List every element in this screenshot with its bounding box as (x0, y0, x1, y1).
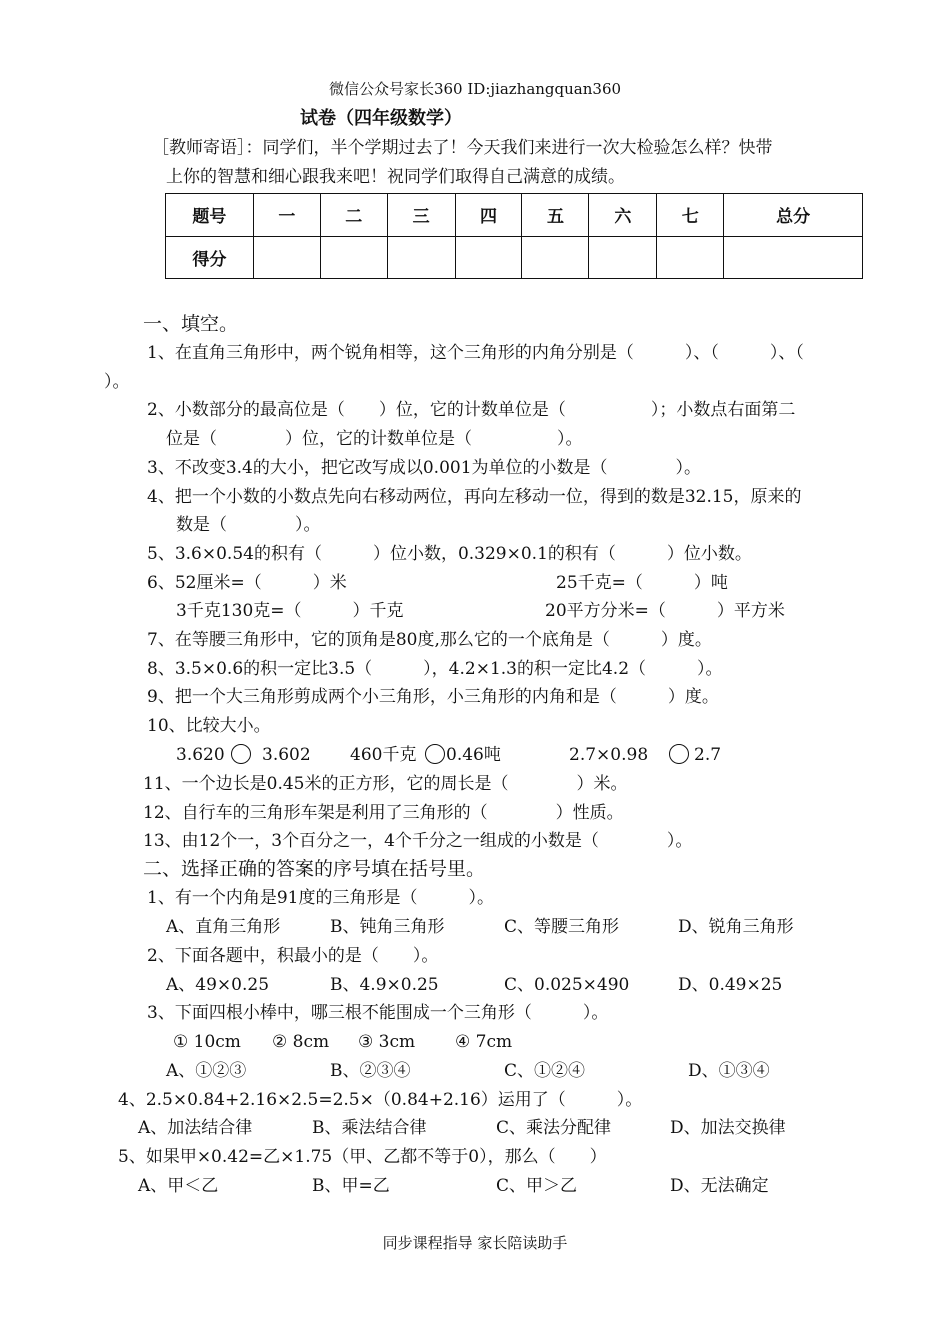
s2-q1: 1、有一个内角是91度的三角形是（ ）。 (147, 888, 494, 908)
s1-q6-a: 6、52厘米=（ ）米 (147, 573, 347, 593)
stick-4: ④ 7cm (455, 1032, 513, 1052)
s1-q6-c: 3千克130克=（ ）千克 (176, 601, 404, 621)
page-header: 微信公众号家长360 ID:jiazhangquan360 (328, 80, 622, 98)
s2-q4-option-c[interactable]: C、乘法分配律 (496, 1118, 612, 1138)
compare-c-left: 2.7×0.98 (569, 745, 649, 765)
s2-q4: 4、2.5×0.84+2.16×2.5=2.5×（0.84+2.16）运用了（ ）。 (118, 1090, 643, 1110)
s1-q13: 13、由12个一，3个百分之一，4个千分之一组成的小数是（ ）。 (143, 831, 693, 851)
s1-q6-b: 25千克=（ ）吨 (556, 573, 728, 593)
header-cell: 七 (657, 194, 724, 237)
s2-q3-option-c[interactable]: C、①②④ (504, 1061, 586, 1081)
compare-b-right: 0.46吨 (446, 745, 501, 765)
stick-3: ③ 3cm (358, 1032, 416, 1052)
s1-q2-line2: 位是（ ）位，它的计数单位是（ ）。 (166, 429, 583, 449)
header-cell: 五 (522, 194, 589, 237)
stick-1: ① 10cm (173, 1032, 241, 1052)
s2-q5-option-d[interactable]: D、无法确定 (670, 1176, 769, 1196)
s1-q6-d: 20平方分米=（ ）平方米 (545, 601, 785, 621)
score-table-score-row (166, 236, 863, 279)
s2-q1-option-c[interactable]: C、等腰三角形 (504, 917, 620, 937)
score-cell[interactable] (455, 236, 522, 279)
s1-q10: 10、比较大小。 (147, 716, 271, 736)
s2-q2-option-a[interactable]: A、49×0.25 (166, 975, 270, 995)
s2-q1-option-b[interactable]: B、钝角三角形 (330, 917, 445, 937)
teacher-message-line1: ［教师寄语］：同学们，半个学期过去了！今天我们来进行一次大检验怎么样？快带 (152, 138, 773, 158)
score-table-header-row (166, 194, 863, 237)
score-cell[interactable] (320, 236, 387, 279)
s2-q5-option-a[interactable]: A、甲＜乙 (138, 1176, 219, 1196)
score-cell[interactable] (253, 236, 320, 279)
s2-q2-option-b[interactable]: B、4.9×0.25 (330, 975, 439, 995)
s1-q2-line1: 2、小数部分的最高位是（ ）位，它的计数单位是（ ）；小数点右面第二 (147, 400, 796, 420)
s1-q4-line1: 4、把一个小数的小数点先向右移动两位，再向左移动一位，得到的数是32.15，原来的 (147, 487, 802, 507)
s2-q5: 5、如果甲×0.42=乙×1.75（甲、乙都不等于0），那么（ ） (118, 1147, 607, 1167)
s2-q2-option-c[interactable]: C、0.025×490 (504, 975, 630, 995)
section1-title: 一、填空。 (143, 313, 239, 335)
s2-q2-option-d[interactable]: D、0.49×25 (678, 975, 783, 995)
header-cell: 一 (253, 194, 320, 237)
compare-b-left: 460千克 (350, 745, 417, 765)
s1-q9: 9、把一个大三角形剪成两个小三角形，小三角形的内角和是（ ）度。 (147, 687, 719, 707)
s1-q4-line2: 数是（ ）。 (176, 515, 321, 535)
s1-q12: 12、自行车的三角形车架是利用了三角形的（ ）性质。 (143, 803, 624, 823)
s1-q1-cont: ）。 (104, 372, 130, 392)
header-cell: 二 (320, 194, 387, 237)
compare-c-right: 2.7 (694, 745, 722, 765)
header-cell: 题号 (166, 194, 254, 237)
score-cell[interactable] (522, 236, 589, 279)
score-row-label: 得分 (166, 236, 254, 279)
s2-q3: 3、下面四根小棒中，哪三根不能围成一个三角形（ ）。 (147, 1003, 609, 1023)
score-table (165, 193, 863, 279)
s2-q3-option-b[interactable]: B、②③④ (330, 1061, 411, 1081)
teacher-message-line2: 上你的智慧和细心跟我来吧！祝同学们取得自己满意的成绩。 (166, 167, 625, 187)
s2-q4-option-a[interactable]: A、加法结合律 (138, 1118, 253, 1138)
score-cell[interactable] (387, 236, 455, 279)
compare-a-left: 3.620 (176, 745, 225, 765)
compare-circle[interactable] (669, 744, 689, 764)
page-footer: 同步课程指导 家长陪读助手 (382, 1234, 568, 1252)
s1-q1: 1、在直角三角形中，两个锐角相等，这个三角形的内角分别是（ ）、（ ）、（ (147, 343, 804, 363)
s1-q5: 5、3.6×0.54的积有（ ）位小数，0.329×0.1的积有（ ）位小数。 (147, 544, 752, 564)
s2-q3-option-a[interactable]: A、①②③ (166, 1061, 247, 1081)
s1-q8: 8、3.5×0.6的积一定比3.5（ ），4.2×1.3的积一定比4.2（ ）。 (147, 659, 723, 679)
header-cell: 四 (455, 194, 522, 237)
s2-q5-option-c[interactable]: C、甲＞乙 (496, 1176, 578, 1196)
exam-title: 试卷（四年级数学） (300, 108, 462, 129)
s2-q3-option-d[interactable]: D、①③④ (688, 1061, 770, 1081)
s2-q4-option-b[interactable]: B、乘法结合律 (312, 1118, 427, 1138)
s2-q5-option-b[interactable]: B、甲=乙 (312, 1176, 390, 1196)
header-cell: 六 (589, 194, 657, 237)
stick-2: ② 8cm (272, 1032, 330, 1052)
compare-circle[interactable] (425, 744, 445, 764)
s2-q1-option-a[interactable]: A、直角三角形 (166, 917, 281, 937)
compare-circle[interactable] (231, 744, 251, 764)
s2-q1-option-d[interactable]: D、锐角三角形 (678, 917, 794, 937)
s1-q3: 3、不改变3.4的大小，把它改写成以0.001为单位的小数是（ ）。 (147, 458, 702, 478)
score-cell[interactable] (589, 236, 657, 279)
score-cell[interactable] (657, 236, 724, 279)
s2-q2: 2、下面各题中，积最小的是（ ）。 (147, 946, 439, 966)
header-cell: 总分 (724, 194, 863, 237)
compare-a-right: 3.602 (262, 745, 311, 765)
score-cell[interactable] (724, 236, 863, 279)
header-cell: 三 (387, 194, 455, 237)
s1-q7: 7、在等腰三角形中，它的顶角是80度,那么它的一个底角是（ ）度。 (147, 630, 712, 650)
s1-q11: 11、一个边长是0.45米的正方形，它的周长是（ ）米。 (143, 774, 628, 794)
section2-title: 二、选择正确的答案的序号填在括号里。 (143, 858, 486, 880)
s2-q4-option-d[interactable]: D、加法交换律 (670, 1118, 786, 1138)
